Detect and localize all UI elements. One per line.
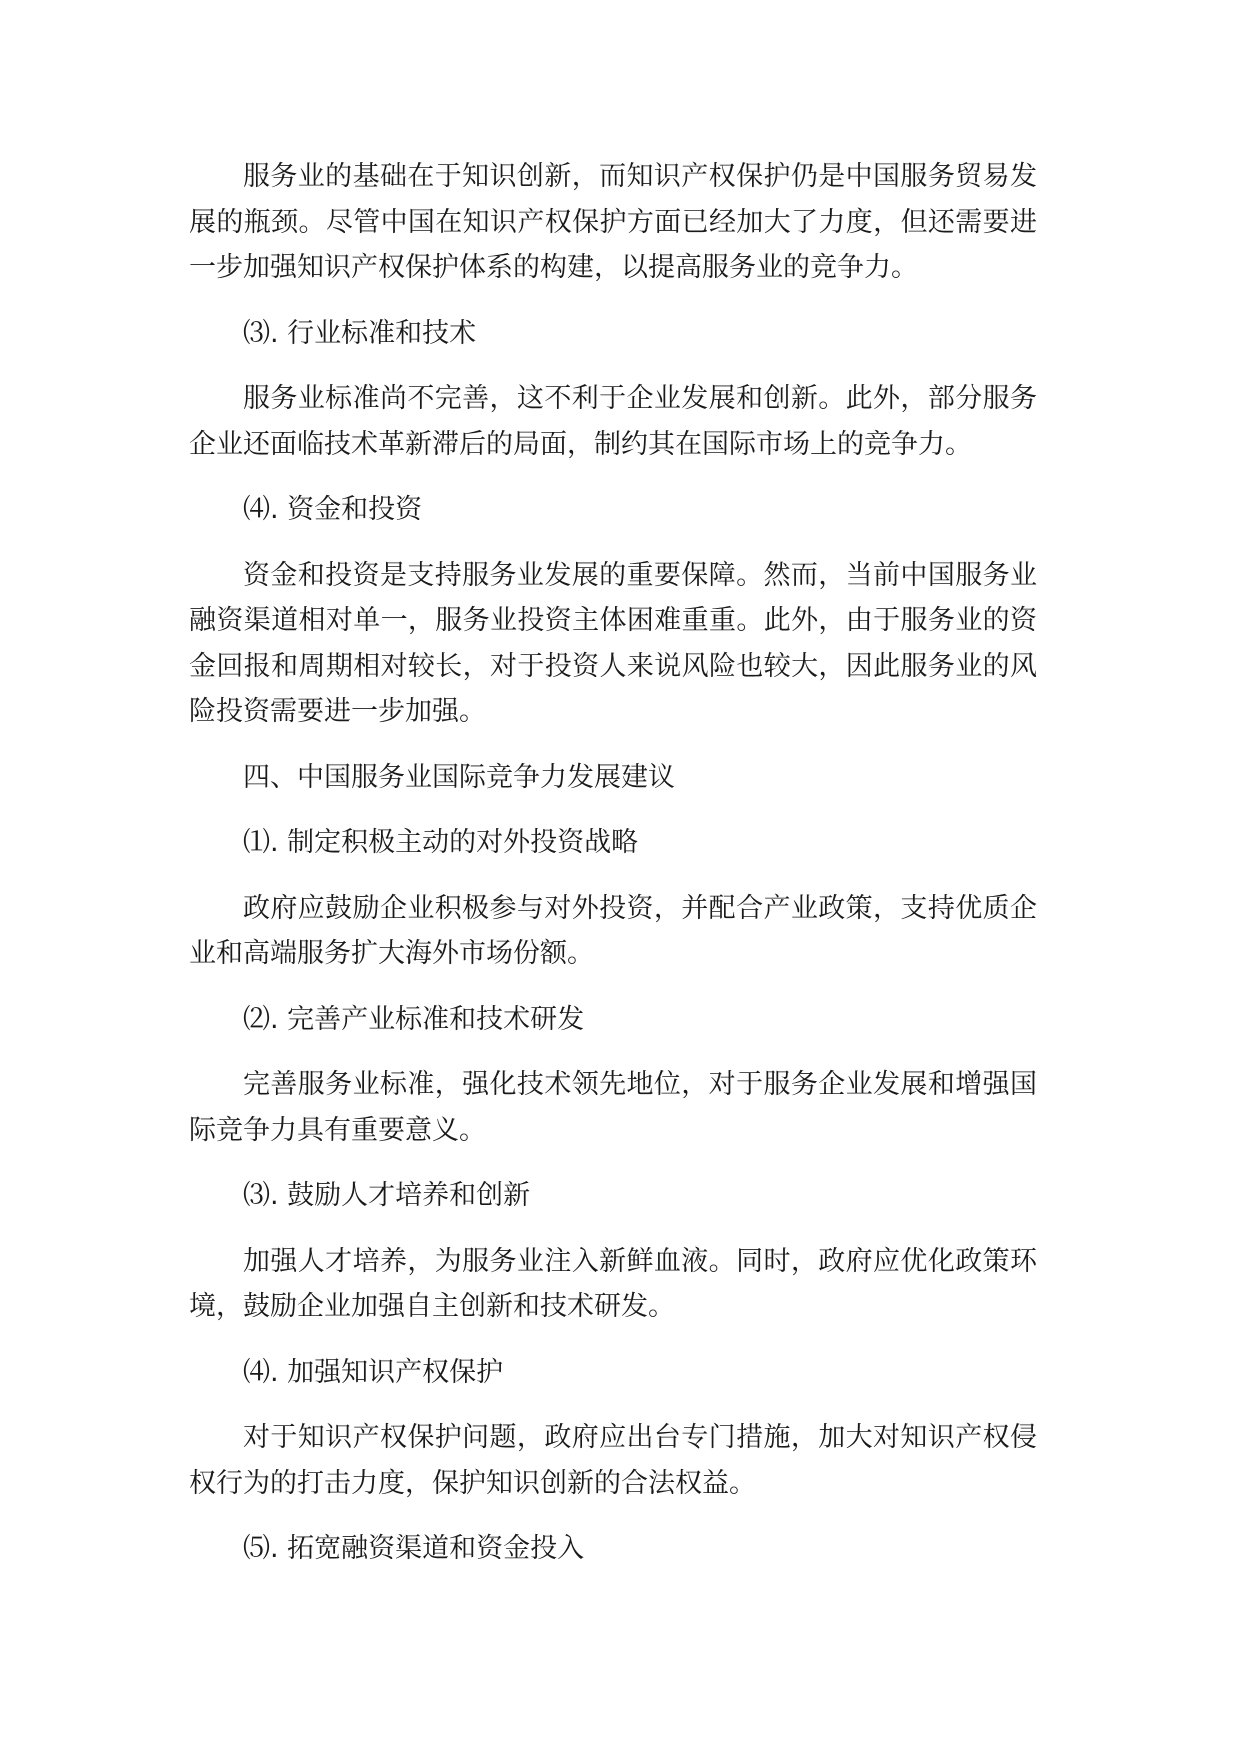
section-heading: ⑶. 鼓励人才培养和创新	[243, 1180, 531, 1211]
body-paragraph: 资金和投资是支持服务业发展的重要保障。然而，当前中国服务业融资渠道相对单一，服务业投资主体困难重重。此外，由于服务业的资金回报和周期相对较长，对于投资人来说风险也较大，因此服务业的风险投资需要进一步加强。	[189, 559, 1037, 727]
chapter-heading: 四、中国服务业国际竞争力发展建议	[243, 761, 675, 793]
section-heading: ⑷. 加强知识产权保护	[243, 1356, 504, 1388]
section-heading: ⑷. 资金和投资	[243, 494, 423, 525]
body-paragraph: 服务业标准尚不完善，这不利于企业发展和创新。此外，部分服务企业还面临技术革新滞后的局面，制约其在国际市场上的竞争力。	[189, 383, 1037, 460]
body-paragraph: 对于知识产权保护问题，政府应出台专门措施，加大对知识产权侵权行为的打击力度，保护知识创新的合法权益。	[189, 1422, 1037, 1499]
body-paragraph: 政府应鼓励企业积极参与对外投资，并配合产业政策，支持优质企业和高端服务扩大海外市场份额。	[189, 892, 1037, 969]
body-paragraph: 完善服务业标准，强化技术领先地位，对于服务企业发展和增强国际竞争力具有重要意义。	[189, 1069, 1037, 1146]
section-heading: ⑴. 制定积极主动的对外投资战略	[243, 827, 639, 858]
section-heading: ⑸. 拓宽融资渠道和资金投入	[243, 1533, 585, 1564]
body-paragraph: 加强人才培养，为服务业注入新鲜血液。同时，政府应优化政策环境，鼓励企业加强自主创新和技术研发。	[189, 1245, 1037, 1322]
body-paragraph: 服务业的基础在于知识创新，而知识产权保护仍是中国服务贸易发展的瓶颈。尽管中国在知识产权保护方面已经加大了力度，但还需要进一步加强知识产权保护体系的构建，以提高服务业的竞争力。	[189, 161, 1037, 283]
section-heading: ⑶. 行业标准和技术	[243, 317, 477, 349]
section-heading: ⑵. 完善产业标准和技术研发	[243, 1003, 585, 1035]
document-body	[189, 154, 1037, 1592]
